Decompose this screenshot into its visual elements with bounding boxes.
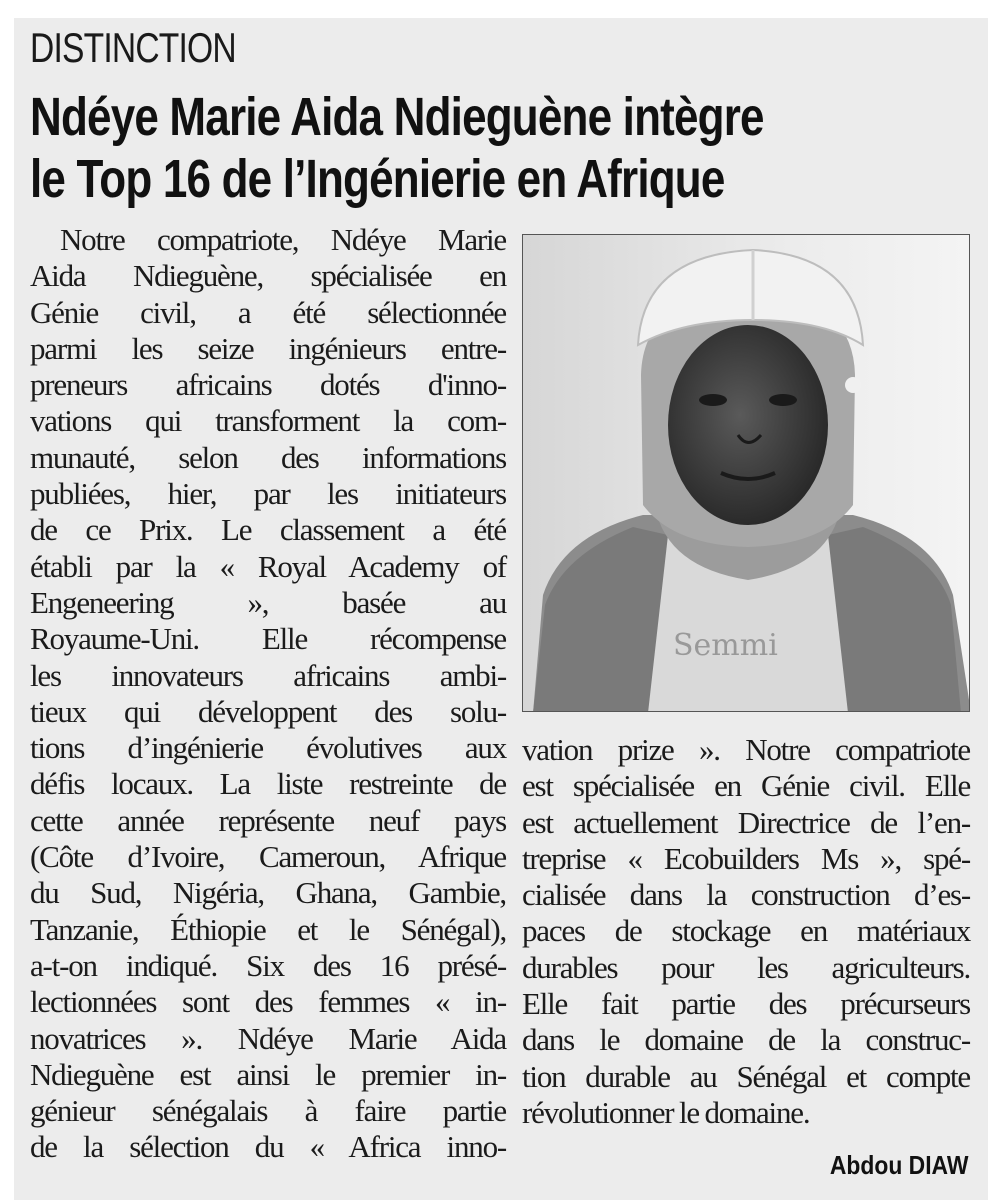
body-line: vations qui transforment la com-: [30, 403, 506, 439]
body-line: novatrices ». Ndéye Marie Aida: [30, 1020, 506, 1056]
body-line: vation prize ». Notre compatriote: [522, 732, 970, 767]
body-line: Elle fait partie des précurseurs: [522, 986, 970, 1022]
body-line: de la sélection du « Africa inno-: [30, 1129, 506, 1165]
body-line: dans le domaine de la construc-: [522, 1022, 970, 1058]
body-line: Génie civil, a été sélectionnée: [30, 294, 506, 330]
page-left-border: [0, 0, 14, 1200]
body-line: les innovateurs africains ambi-: [30, 657, 506, 693]
body-line: cialisée dans la construction d’es-: [522, 877, 970, 913]
body-line: parmi les seize ingénieurs entre-: [30, 330, 506, 366]
body-line: munauté, selon des informations: [30, 439, 506, 475]
body-line: preneurs africains dotés d'inno-: [30, 367, 506, 403]
portrait-photo: [522, 234, 970, 712]
body-line: du Sud, Nigéria, Ghana, Gambie,: [30, 875, 506, 911]
author-byline: Abdou DIAW: [829, 1150, 968, 1180]
body-line: Notre compatriote, Ndéye Marie: [60, 222, 506, 257]
body-line: tieux qui développent des solu-: [30, 693, 506, 729]
body-line: lectionnées sont des femmes « in-: [30, 984, 506, 1020]
body-line: révolutionner le domaine.: [522, 1094, 810, 1130]
body-line: (Côte d’Ivoire, Cameroun, Afrique: [30, 839, 506, 875]
body-line: établi par la « Royal Academy of: [30, 548, 506, 584]
body-line: Ndieguène est ainsi le premier in-: [30, 1056, 506, 1092]
page-top-border: [0, 0, 988, 18]
article-headline: [30, 86, 764, 210]
body-line: durables pour les agriculteurs.: [522, 949, 970, 985]
body-line: tion durable au Sénégal et compte: [522, 1058, 970, 1094]
headline-line-2: le Top 16 de l’Ingénierie en Afrique: [30, 149, 725, 209]
body-line: génieur sénégalais à faire partie: [30, 1093, 506, 1129]
body-line: Tanzanie, Éthiopie et le Sénégal),: [30, 911, 506, 947]
body-line: tions d’ingénierie évolutives aux: [30, 730, 506, 766]
body-line: treprise « Ecobuilders Ms », spé-: [522, 840, 970, 876]
body-line: défis locaux. La liste restreinte de: [30, 766, 506, 802]
body-line: cette année représente neuf pays: [30, 802, 506, 838]
article-body-left-column: [30, 222, 506, 1166]
portrait-illustration: [523, 235, 970, 712]
body-line: est spécialisée en Génie civil. Elle: [522, 768, 970, 804]
shirt-print-text: Semmi: [673, 628, 778, 663]
article-body-right-column: [522, 732, 970, 1131]
body-line: Aida Ndieguène, spécialisée en: [30, 258, 506, 294]
body-line: Royaume-Uni. Elle récompense: [30, 621, 506, 657]
headline-line-1: Ndéye Marie Aida Ndieguène intègre: [30, 87, 764, 147]
body-line: a-t-on indiqué. Six des 16 présé-: [30, 947, 506, 983]
body-line: est actuellement Directrice de l’en-: [522, 804, 970, 840]
body-line: de ce Prix. Le classement a été: [30, 512, 506, 548]
article-kicker: DISTINCTION: [30, 24, 236, 71]
body-line: Engeneering », basée au: [30, 584, 506, 620]
body-line: publiées, hier, par les initiateurs: [30, 476, 506, 512]
body-line: paces de stockage en matériaux: [522, 913, 970, 949]
